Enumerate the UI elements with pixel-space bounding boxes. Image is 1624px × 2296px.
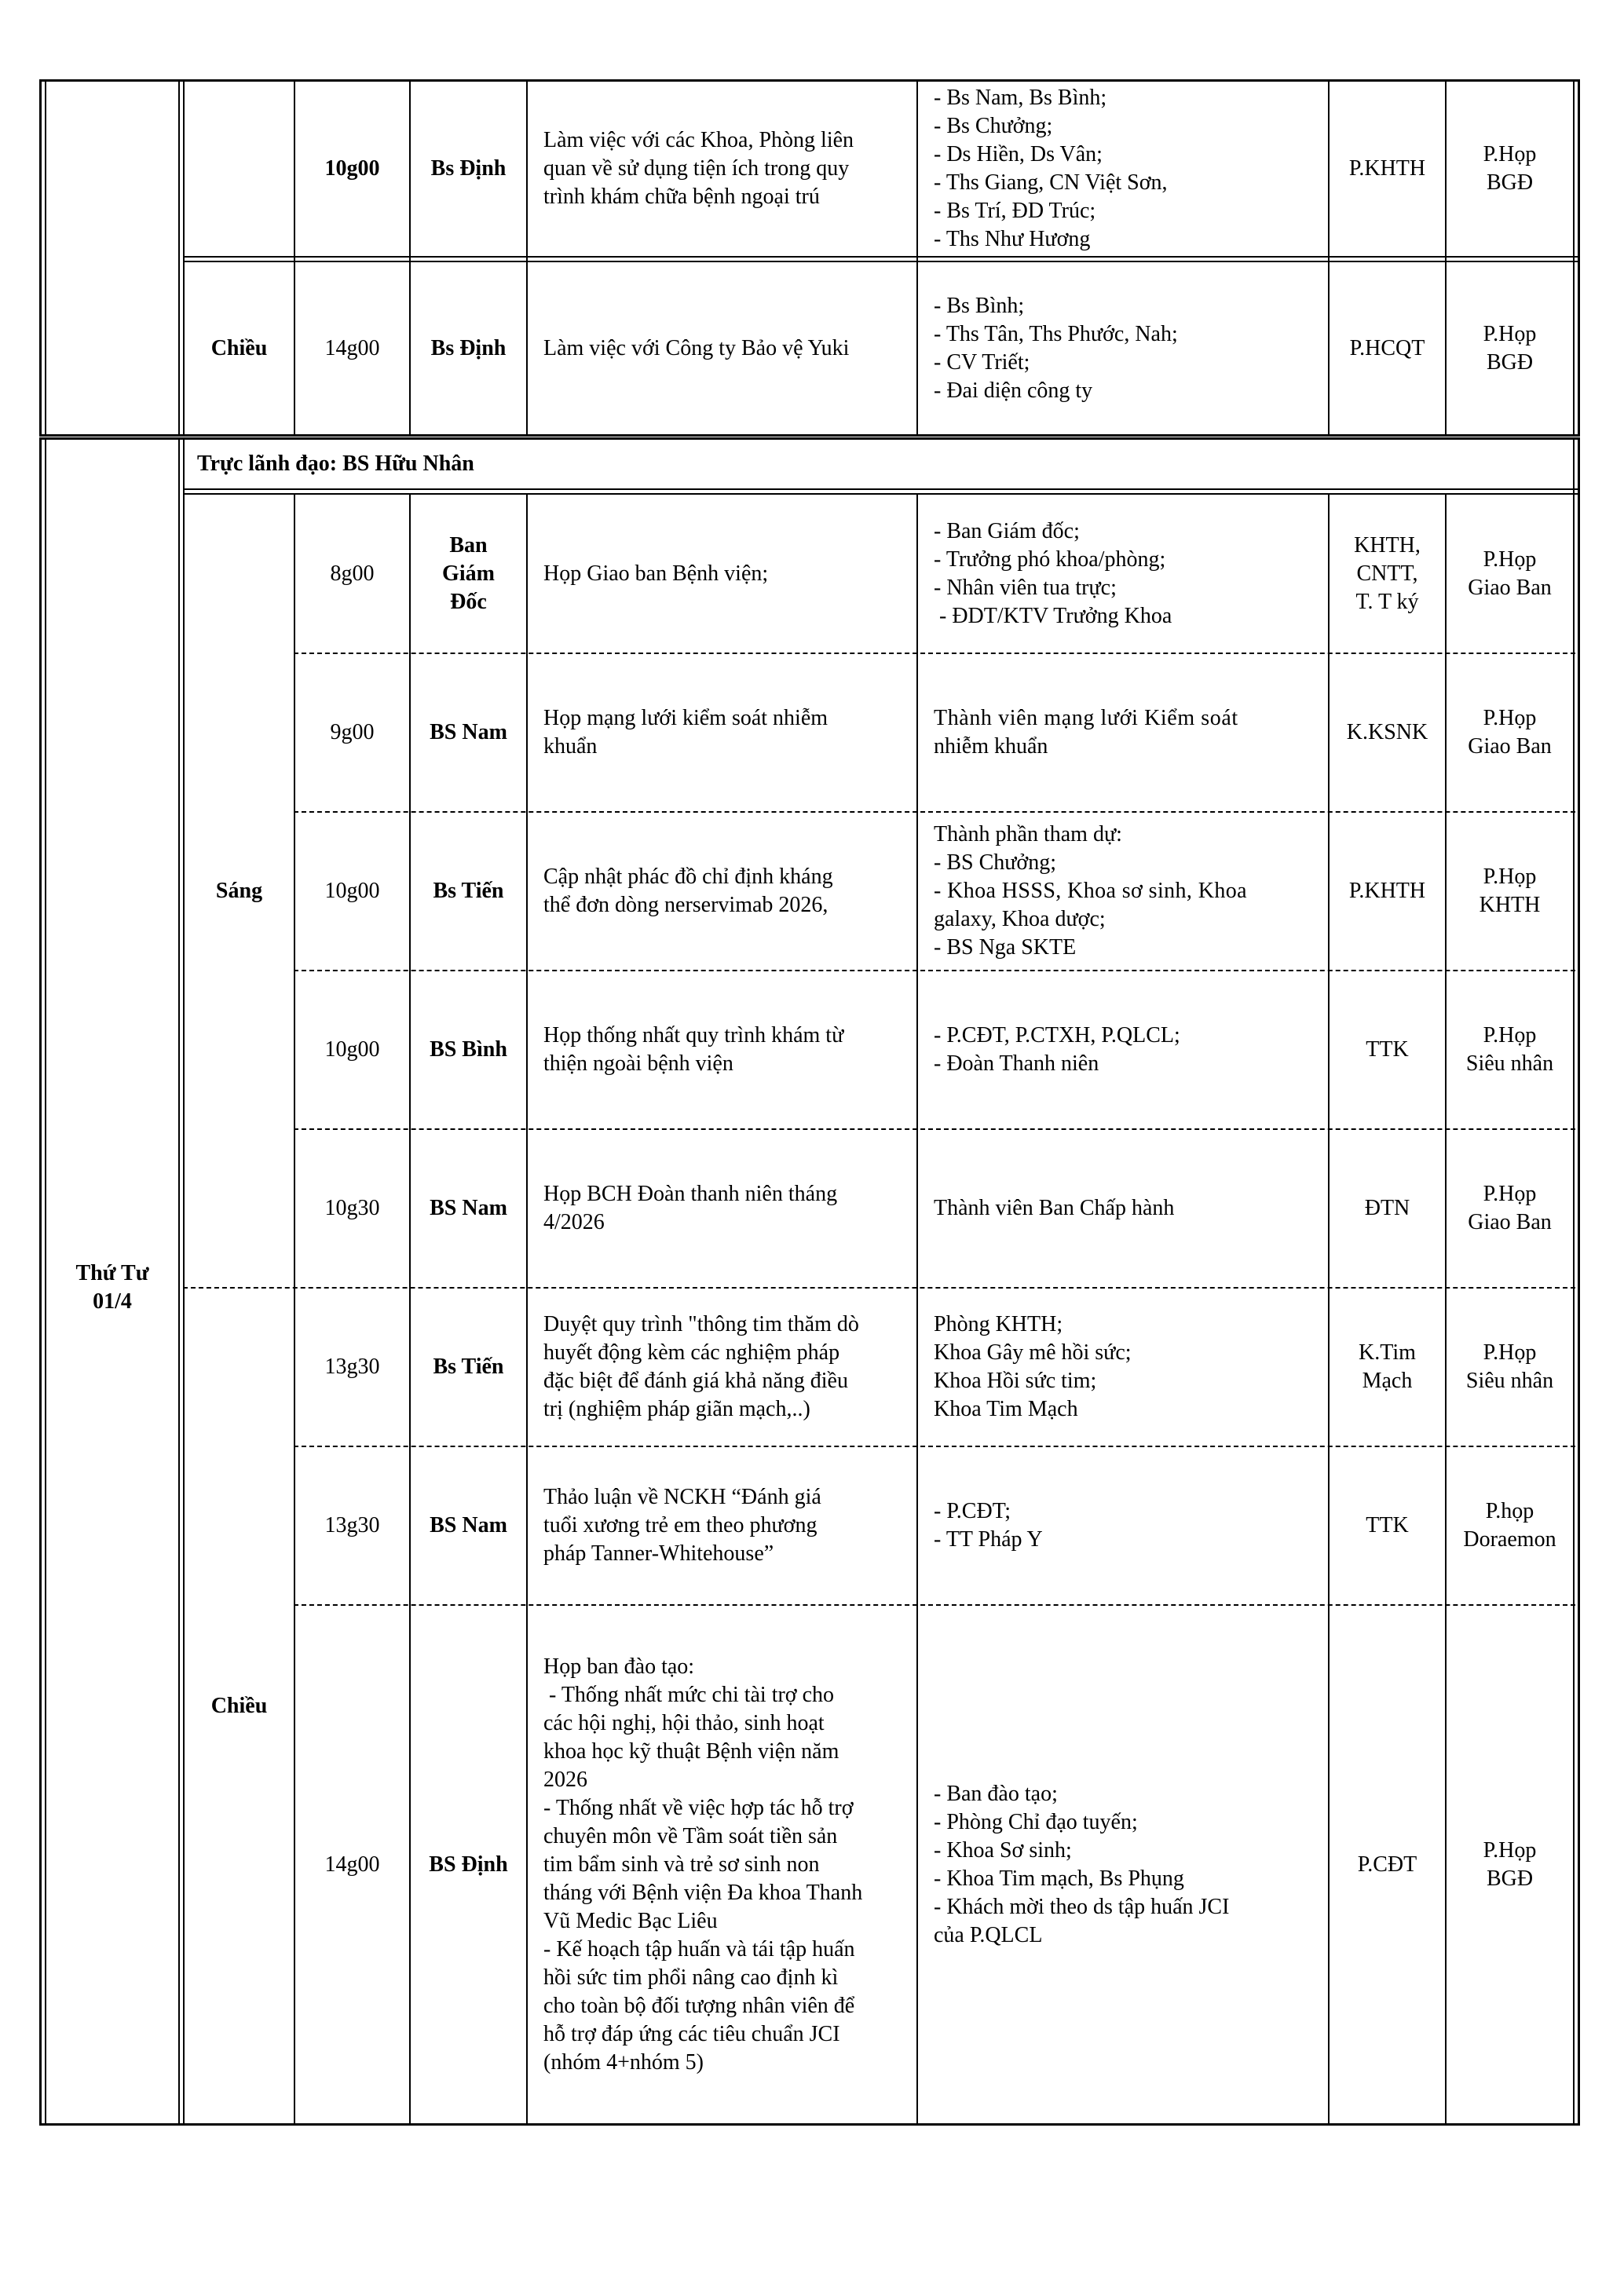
table-border — [1573, 437, 1575, 2126]
content-cell: Họp mạng lưới kiểm soát nhiễm khuẩn — [543, 706, 828, 759]
table-border — [39, 2123, 1580, 2126]
host-cell: Bs Định — [430, 335, 507, 360]
time-cell: 13g30 — [324, 1355, 380, 1379]
place-cell: P.Họp KHTH — [1479, 865, 1541, 917]
participants-cell: - P.CĐT, P.CTXH, P.QLCL; - Đoàn Thanh niên — [934, 1023, 1180, 1076]
participants-cell: Thành viên mạng lưới Kiểm soát nhiễm khuẩn — [934, 706, 1238, 759]
participants-cell: Thành viên Ban Chấp hành — [934, 1196, 1175, 1220]
place-cell: P.Họp Siêu nhân — [1465, 1340, 1554, 1393]
host-cell: Bs Tiến — [433, 1355, 504, 1379]
place-cell: P.Họp BGĐ — [1483, 142, 1537, 195]
content-cell: Thảo luận về NCKH “Đánh giá tuổi xương trẻ em theo phương pháp Tanner-Whitehouse” — [543, 1485, 821, 1566]
content-cell: Họp thống nhất quy trình khám từ thiện ngoài bệnh viện — [543, 1023, 844, 1076]
prepare-cell: KHTH, CNTT, T. T ký — [1354, 532, 1421, 614]
host-cell: Ban Giám Đốc — [442, 532, 495, 614]
content-cell: Làm việc với Công ty Bảo vệ Yuki — [543, 335, 850, 360]
time-cell: 13g30 — [324, 1513, 380, 1537]
time-cell: 14g00 — [324, 335, 380, 360]
time-cell: 10g00 — [324, 879, 380, 903]
participants-cell: - Ban đào tạo; - Phòng Chỉ đạo tuyến; - Khoa Sơ sinh; - Khoa Tim mạch, Bs Phụng - Khách mời theo ds tập huấn JCI của P.QLCL — [934, 1781, 1230, 1947]
prepare-cell: ĐTN — [1364, 1196, 1410, 1220]
host-cell: BS Nam — [430, 1196, 507, 1220]
host-cell: BS Nam — [430, 720, 507, 744]
time-cell: 10g00 — [324, 1037, 380, 1062]
place-cell: P.Họp Giao Ban — [1468, 1182, 1552, 1234]
prepare-cell: P.KHTH — [1348, 879, 1426, 903]
row-divider — [183, 256, 1579, 258]
content-cell: Duyệt quy trình "thông tim thăm dò huyết động kèm các nghiệm pháp đặc biệt để đánh giá khả năng điều trị (nghiệm pháp giãn mạch,..) — [543, 1312, 859, 1421]
host-cell: Bs Định — [430, 156, 507, 181]
host-cell: BS Định — [429, 1852, 508, 1877]
content-cell: Làm việc với các Khoa, Phòng liên quan về sử dụng tiện ích trong quy trình khám chữa bệnh ngoại trú — [543, 128, 854, 209]
prepare-cell: K.KSNK — [1346, 720, 1428, 744]
table-border — [1573, 79, 1575, 437]
session-label: Chiều — [210, 335, 268, 360]
time-cell: 9g00 — [330, 720, 375, 744]
prepare-cell: K.Tim Mạch — [1359, 1340, 1416, 1393]
place-cell: P.Họp Giao Ban — [1468, 706, 1552, 759]
table-border — [1578, 437, 1580, 2126]
participants-cell: Thành phần tham dự: - BS Chưởng; - Khoa HSSS, Khoa sơ sinh, Khoa galaxy, Khoa dược; - BS Nga SKTE — [934, 822, 1247, 960]
time-cell: 14g00 — [324, 1852, 380, 1877]
place-cell: P.Họp Siêu nhân — [1465, 1023, 1554, 1076]
participants-cell: - P.CĐT; - TT Pháp Y — [934, 1499, 1043, 1552]
prepare-cell: P.HCQT — [1349, 335, 1425, 360]
session-label: Sáng — [215, 878, 263, 903]
prepare-cell: P.CĐT — [1357, 1852, 1417, 1877]
day-label: Thứ Tư 01/4 — [75, 1261, 149, 1314]
content-cell: Họp ban đào tạo: - Thống nhất mức chi tài trợ cho các hội nghị, hội thảo, sinh hoạt khoa học kỹ thuật Bệnh viện năm 2026 - Thống nhất về việc hợp tác hỗ trợ chuyên môn về Tầm soát tiền sản tim bẩm sinh và trẻ sơ sinh non tháng với Bệnh viện Đa khoa Thanh Vũ Medic Bạc Liêu - Kế hoạch tập huấn và tái tập huấn hồi sức tim phổi nâng cao định kì cho toàn bộ đối tượng nhân viên để hỗ trợ đáp ứng các tiêu chuẩn JCI (nhóm 4+nhóm 5) — [543, 1654, 863, 2075]
host-cell: BS Bình — [430, 1037, 507, 1062]
host-cell: BS Nam — [430, 1513, 507, 1537]
table-border — [39, 79, 42, 437]
session-label: Chiều — [210, 1693, 268, 1718]
participants-cell: - Bs Nam, Bs Bình; - Bs Chưởng; - Ds Hiền, Ds Vân; - Ths Giang, CN Việt Sơn, - Bs Trí, ĐD Trúc; - Ths Như Hương — [934, 86, 1168, 251]
place-cell: P.Họp BGĐ — [1483, 1837, 1537, 1891]
prepare-cell: P.KHTH — [1348, 156, 1426, 181]
place-cell: P.họp Doraemon — [1463, 1499, 1556, 1552]
leader-on-duty: Trực lãnh đạo: BS Hữu Nhân — [197, 452, 474, 476]
participants-cell: - Bs Bình; - Ths Tân, Ths Phước, Nah; - CV Triết; - Đai diện công ty — [934, 293, 1178, 403]
table-border — [39, 437, 42, 2126]
time-cell: 10g30 — [324, 1196, 380, 1220]
content-cell: Cập nhật phác đồ chỉ định kháng thể đơn dòng nerservimab 2026, — [543, 865, 833, 917]
place-cell: P.Họp BGĐ — [1483, 321, 1537, 375]
time-cell: 8g00 — [330, 561, 375, 586]
participants-cell: Phòng KHTH; Khoa Gây mê hồi sức; Khoa Hồi sức tim; Khoa Tim Mạch — [934, 1312, 1132, 1421]
participants-cell: - Ban Giám đốc; - Trưởng phó khoa/phòng; - Nhân viên tua trực; - ĐDT/KTV Trưởng Khoa — [934, 518, 1172, 628]
table-border — [45, 79, 46, 437]
column-divider — [178, 437, 180, 2126]
prepare-cell: TTK — [1366, 1037, 1409, 1062]
prepare-cell: TTK — [1366, 1513, 1409, 1537]
table-border — [39, 434, 1580, 437]
host-cell: Bs Tiến — [433, 879, 504, 903]
column-divider — [178, 79, 180, 437]
table-border — [1578, 79, 1580, 437]
place-cell: P.Họp Giao Ban — [1468, 547, 1552, 600]
row-divider — [183, 488, 1579, 490]
content-cell: Họp BCH Đoàn thanh niên tháng 4/2026 — [543, 1182, 838, 1234]
content-cell: Họp Giao ban Bệnh viện; — [543, 561, 769, 586]
time-cell: 10g00 — [324, 156, 380, 181]
